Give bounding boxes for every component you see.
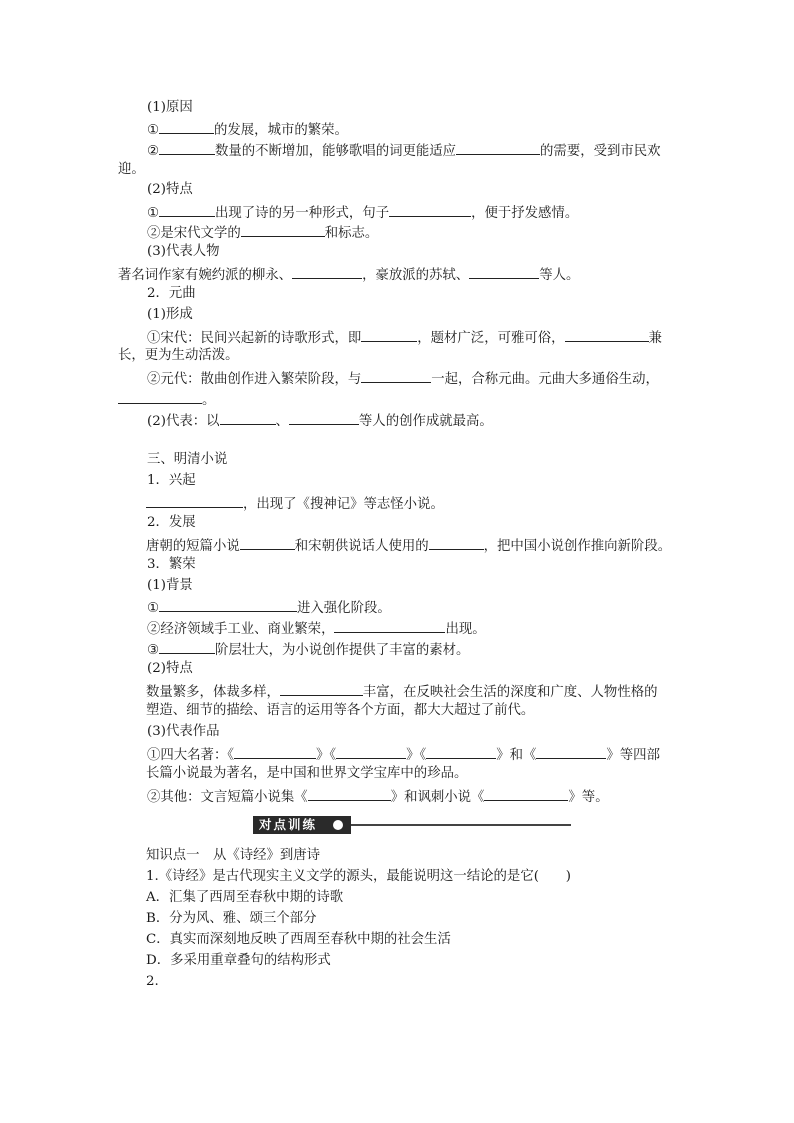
heading-feature: (2)特点 xyxy=(147,182,193,197)
heading-works: (3)代表作品 xyxy=(147,724,220,739)
fill-blank[interactable] xyxy=(308,785,391,801)
option-a: A．汇集了西周至春秋中期的诗歌 xyxy=(146,890,344,905)
works-line-1: ①四大名著：《 》《 》《 》和《 》等四部 xyxy=(147,743,677,766)
question-2: 2. xyxy=(146,974,159,989)
reason-line-2-cont: 迎。 xyxy=(118,162,145,177)
fill-blank[interactable] xyxy=(429,534,484,550)
fill-blank[interactable] xyxy=(536,743,606,759)
works-line-2: ②其他：文言短篇小说集《 》和讽刺小说《 》等。 xyxy=(147,785,677,808)
feature-line-1: ① 出现了诗的另一种形式，句子 ，便于抒发感情。 xyxy=(147,201,677,224)
fill-blank[interactable] xyxy=(289,409,359,425)
heading-yuanqu: 2．元曲 xyxy=(147,286,196,301)
bullet-dot-icon xyxy=(333,820,343,830)
fill-blank[interactable] xyxy=(334,617,445,633)
heading-development: 2．发展 xyxy=(147,515,196,530)
fill-blank[interactable] xyxy=(292,263,362,279)
development-line: 唐朝的短篇小说 和宋朝供说话人使用的 ，把中国小说创作推向新阶段。 xyxy=(146,534,676,557)
background-line-1: ① 进入强化阶段。 xyxy=(147,596,677,619)
training-banner xyxy=(253,814,571,836)
fill-blank[interactable] xyxy=(240,534,295,550)
fill-blank[interactable] xyxy=(146,492,243,508)
features-line-1: 数量繁多，体裁多样， 丰富，在反映社会生活的深度和广度、人物性格的 xyxy=(146,680,676,703)
option-b: B．分为风、雅、颂三个部分 xyxy=(146,911,317,926)
training-banner-label: 对点训练 xyxy=(253,816,351,834)
reason-line-2: ② 数量的不断增加，能够歌唱的词更能适应 的需要，受到市民欢 xyxy=(147,139,677,162)
fill-blank[interactable] xyxy=(469,263,539,279)
fill-blank[interactable] xyxy=(484,785,568,801)
fill-blank[interactable] xyxy=(234,743,316,759)
feature-line-2: ②是宋代文学的 和标志。 xyxy=(147,221,677,244)
form-line-1-cont: 长，更为生动活泼。 xyxy=(118,348,239,363)
rise-line: ，出现了《搜神记》等志怪小说。 xyxy=(146,492,676,515)
fill-blank[interactable] xyxy=(565,326,649,342)
fill-blank[interactable] xyxy=(159,596,297,612)
fill-blank[interactable] xyxy=(118,388,202,404)
heading-reason: (1)原因 xyxy=(147,100,193,115)
form-line-2: ②元代：散曲创作进入繁荣阶段，与 一起，合称元曲。元曲大多通俗生动， xyxy=(147,367,677,390)
representative-line: (2)代表：以 、 等人的创作成就最高。 xyxy=(147,409,677,432)
fill-blank[interactable] xyxy=(361,326,417,342)
features-line-2: 塑造、细节的描绘、语言的运用等各个方面，都大大超过了前代。 xyxy=(146,703,535,718)
fill-blank[interactable] xyxy=(456,139,540,155)
fill-blank[interactable] xyxy=(159,201,215,217)
fill-blank[interactable] xyxy=(220,409,276,425)
option-d: D．多采用重章叠句的结构形式 xyxy=(146,953,331,968)
heading-people: (3)代表人物 xyxy=(147,244,220,259)
option-c: C．真实而深刻地反映了西周至春秋中期的社会生活 xyxy=(146,932,451,947)
heading-features: (2)特点 xyxy=(147,661,193,676)
fill-blank[interactable] xyxy=(336,743,406,759)
background-line-3: ③ 阶层壮大，为小说创作提供了丰富的素材。 xyxy=(147,638,677,661)
fill-blank[interactable] xyxy=(159,139,215,155)
fill-blank[interactable] xyxy=(361,367,431,383)
form-line-1: ①宋代：民间兴起新的诗歌形式，即 ，题材广泛，可雅可俗， 兼 xyxy=(147,326,677,349)
banner-divider xyxy=(351,824,571,826)
fill-blank[interactable] xyxy=(241,221,325,237)
fill-blank[interactable] xyxy=(426,743,496,759)
background-line-2: ②经济领域手工业、商业繁荣， 出现。 xyxy=(147,617,677,640)
heading-boom: 3．繁荣 xyxy=(147,557,196,572)
question-1: 1.《诗经》是古代现实主义文学的源头，最能说明这一结论的是它( ) xyxy=(146,869,571,884)
form-line-2-cont: 。 xyxy=(118,388,648,411)
section-heading-novel: 三、明清小说 xyxy=(147,452,228,467)
fill-blank[interactable] xyxy=(280,680,363,696)
heading-background: (1)背景 xyxy=(147,578,193,593)
heading-rise: 1．兴起 xyxy=(147,473,196,488)
works-line-1-cont: 长篇小说最为著名，是中国和世界文学宝库中的珍品。 xyxy=(146,766,468,781)
fill-blank[interactable] xyxy=(159,638,215,654)
heading-form: (1)形成 xyxy=(147,307,193,322)
people-line-1: 著名词作家有婉约派的柳永、 ，豪放派的苏轼、 等人。 xyxy=(118,263,648,286)
knowledge-point-heading: 知识点一 从《诗经》到唐诗 xyxy=(146,848,321,863)
fill-blank[interactable] xyxy=(159,118,214,134)
reason-line-1: ① 的发展，城市的繁荣。 xyxy=(147,118,677,141)
fill-blank[interactable] xyxy=(389,201,471,217)
